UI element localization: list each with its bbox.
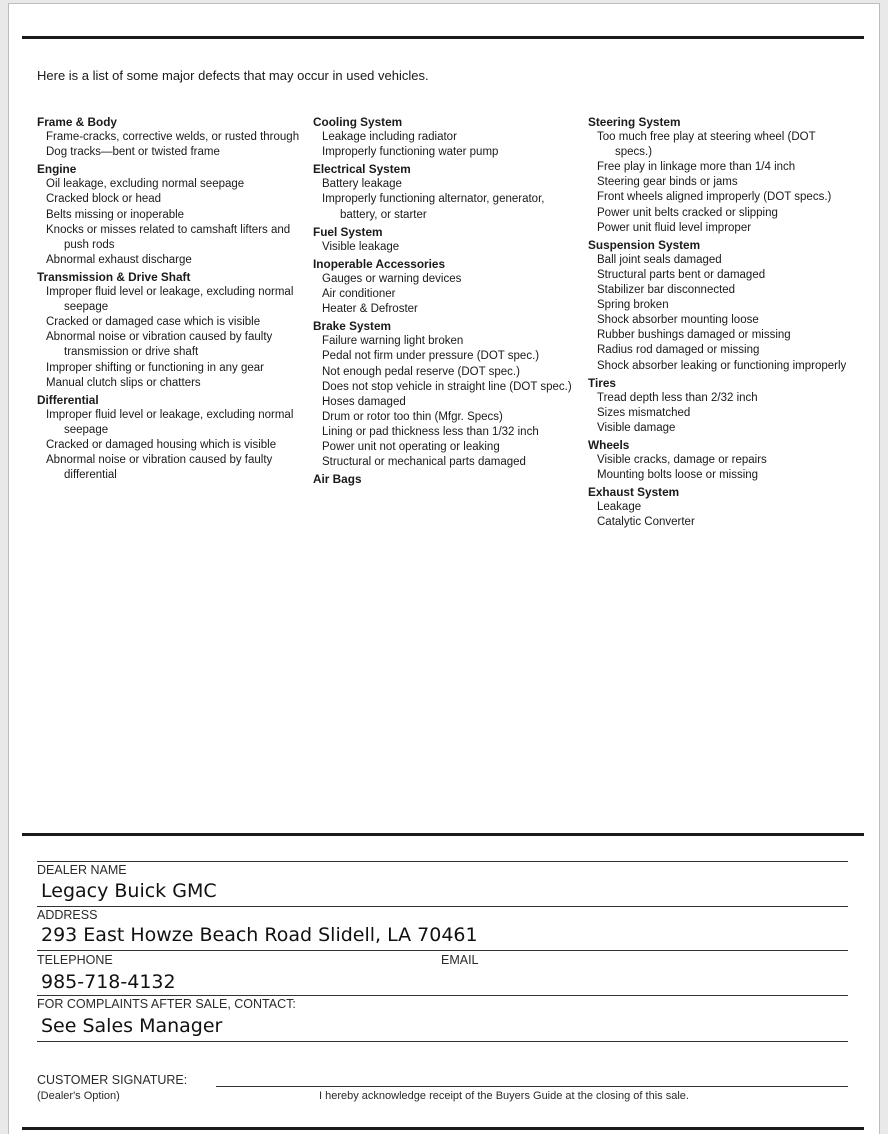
defect-section bbox=[313, 472, 578, 487]
defects-column-2 bbox=[313, 115, 578, 487]
defect-section bbox=[588, 238, 853, 374]
defect-item: Improperly functioning alternator, generator, battery, or starter bbox=[322, 193, 545, 221]
defect-item: Spring broken bbox=[597, 299, 669, 312]
defect-item: Radius rod damaged or missing bbox=[597, 344, 760, 357]
defect-section bbox=[588, 485, 853, 530]
address-label: ADDRESS bbox=[37, 908, 98, 922]
defect-item: Structural or mechanical parts damaged bbox=[322, 456, 526, 469]
defect-section bbox=[313, 319, 578, 470]
defect-item: Free play in linkage more than 1/4 inch bbox=[597, 161, 796, 174]
section-title: Inoperable Accessories bbox=[313, 256, 446, 271]
customer-signature-label: CUSTOMER SIGNATURE: bbox=[37, 1073, 188, 1087]
section-title: Suspension System bbox=[588, 237, 701, 252]
form-line bbox=[37, 861, 848, 862]
defect-item: Abnormal noise or vibration caused by faulty differential bbox=[46, 454, 273, 482]
defects-column-1 bbox=[37, 115, 307, 483]
defect-item: Mounting bolts loose or missing bbox=[597, 469, 759, 482]
section-title: Transmission & Drive Shaft bbox=[37, 269, 191, 284]
defect-item: Leakage including radiator bbox=[322, 131, 457, 144]
defect-item: Structural parts bent or damaged bbox=[597, 268, 766, 281]
defect-item: Failure warning light broken bbox=[322, 335, 464, 348]
defect-item: Catalytic Converter bbox=[597, 516, 695, 529]
section-title: Tires bbox=[588, 375, 616, 390]
defect-item: Too much free play at steering wheel (DOT specs.) bbox=[597, 131, 816, 159]
telephone-label: TELEPHONE bbox=[37, 953, 113, 967]
form-line bbox=[37, 995, 848, 996]
bottom-rule bbox=[22, 1127, 864, 1130]
defect-item: Leakage bbox=[597, 501, 642, 514]
section-title: Differential bbox=[37, 392, 99, 407]
defect-item: Manual clutch slips or chatters bbox=[46, 376, 201, 389]
defect-item: Visible cracks, damage or repairs bbox=[597, 454, 767, 467]
defect-item: Heater & Defroster bbox=[322, 303, 418, 316]
section-title: Exhaust System bbox=[588, 485, 680, 500]
defect-section bbox=[313, 257, 578, 317]
defect-item: Power unit fluid level improper bbox=[597, 221, 752, 234]
defect-item: Visible damage bbox=[597, 421, 676, 434]
form-line bbox=[37, 950, 848, 951]
defect-item: Improper fluid level or leakage, excluding normal seepage bbox=[46, 286, 294, 314]
defect-section bbox=[37, 393, 307, 484]
section-title: Cooling System bbox=[313, 115, 403, 129]
form-line bbox=[37, 906, 848, 907]
form-top-rule bbox=[22, 833, 864, 836]
dealer-option-note: (Dealer's Option) bbox=[37, 1090, 120, 1102]
defect-item: Steering gear binds or jams bbox=[597, 176, 738, 189]
defect-item: Power unit not operating or leaking bbox=[322, 440, 500, 453]
section-title: Electrical System bbox=[313, 162, 411, 177]
complaints-label: FOR COMPLAINTS AFTER SALE, CONTACT: bbox=[37, 997, 296, 1011]
defects-column-3 bbox=[588, 115, 853, 531]
defect-item: Pedal not firm under pressure (DOT spec.) bbox=[322, 350, 540, 363]
section-title: Steering System bbox=[588, 115, 681, 129]
intro-text: Here is a list of some major defects that may occur in used vehicles. bbox=[37, 68, 429, 83]
defect-item: Stabilizer bar disconnected bbox=[597, 284, 736, 297]
section-title: Engine bbox=[37, 162, 77, 177]
section-title: Wheels bbox=[588, 437, 630, 452]
defect-item: Improperly functioning water pump bbox=[322, 146, 499, 159]
top-rule bbox=[22, 36, 864, 39]
defect-item: Power unit belts cracked or slipping bbox=[597, 206, 778, 219]
defect-item: Abnormal exhaust discharge bbox=[46, 253, 192, 266]
defect-item: Improper shifting or functioning in any gear bbox=[46, 361, 264, 374]
defect-section bbox=[37, 115, 307, 160]
section-title: Frame & Body bbox=[37, 115, 117, 129]
defect-item: Lining or pad thickness less than 1/32 inch bbox=[322, 425, 539, 438]
defect-section bbox=[313, 162, 578, 222]
defect-item: Knocks or misses related to camshaft lifters and push rods bbox=[46, 223, 291, 251]
email-label: EMAIL bbox=[441, 953, 479, 967]
defect-item: Cracked block or head bbox=[46, 193, 162, 206]
section-title: Brake System bbox=[313, 319, 392, 334]
defect-item: Frame-cracks, corrective welds, or rusted through bbox=[46, 131, 300, 144]
defect-item: Abnormal noise or vibration caused by faulty transmission or drive shaft bbox=[46, 331, 273, 359]
defect-section bbox=[588, 438, 853, 483]
defect-item: Front wheels aligned improperly (DOT specs.) bbox=[597, 191, 832, 204]
defect-item: Rubber bushings damaged or missing bbox=[597, 329, 791, 342]
defect-item: Battery leakage bbox=[322, 178, 402, 191]
defect-item: Dog tracks—bent or twisted frame bbox=[46, 146, 220, 159]
section-title: Fuel System bbox=[313, 224, 383, 239]
acknowledge-text: I hereby acknowledge receipt of the Buyers Guide at the closing of this sale. bbox=[319, 1090, 689, 1102]
complaints-value: See Sales Manager bbox=[41, 1015, 223, 1037]
defect-section bbox=[37, 270, 307, 391]
form-line bbox=[37, 1041, 848, 1042]
dealer-name-label: DEALER NAME bbox=[37, 863, 127, 877]
defect-item: Air conditioner bbox=[322, 288, 396, 301]
defect-section bbox=[313, 225, 578, 255]
defect-item: Gauges or warning devices bbox=[322, 272, 462, 285]
defect-section bbox=[313, 115, 578, 160]
defect-item: Visible leakage bbox=[322, 240, 400, 253]
address-value: 293 East Howze Beach Road Slidell, LA 70461 bbox=[41, 924, 478, 946]
defect-section bbox=[588, 115, 853, 236]
defect-item: Oil leakage, excluding normal seepage bbox=[46, 178, 245, 191]
defect-item: Does not stop vehicle in straight line (DOT spec.) bbox=[322, 380, 572, 393]
defect-section bbox=[588, 376, 853, 436]
section-title: Air Bags bbox=[313, 472, 362, 487]
defect-item: Drum or rotor too thin (Mfgr. Specs) bbox=[322, 410, 503, 423]
defect-item: Ball joint seals damaged bbox=[597, 253, 722, 266]
telephone-value: 985-718-4132 bbox=[41, 971, 176, 993]
defect-item: Shock absorber mounting loose bbox=[597, 314, 759, 327]
defect-item: Not enough pedal reserve (DOT spec.) bbox=[322, 365, 520, 378]
defect-item: Hoses damaged bbox=[322, 395, 406, 408]
defect-item: Shock absorber leaking or functioning improperly bbox=[597, 359, 847, 372]
dealer-name-value: Legacy Buick GMC bbox=[41, 880, 217, 902]
defect-item: Belts missing or inoperable bbox=[46, 208, 185, 221]
defect-item: Sizes mismatched bbox=[597, 406, 691, 419]
defect-item: Tread depth less than 2/32 inch bbox=[597, 391, 758, 404]
defect-item: Improper fluid level or leakage, excluding normal seepage bbox=[46, 408, 294, 436]
defect-item: Cracked or damaged housing which is visible bbox=[46, 438, 277, 451]
defect-item: Cracked or damaged case which is visible bbox=[46, 316, 261, 329]
defect-section bbox=[37, 162, 307, 268]
signature-line[interactable] bbox=[216, 1086, 848, 1087]
